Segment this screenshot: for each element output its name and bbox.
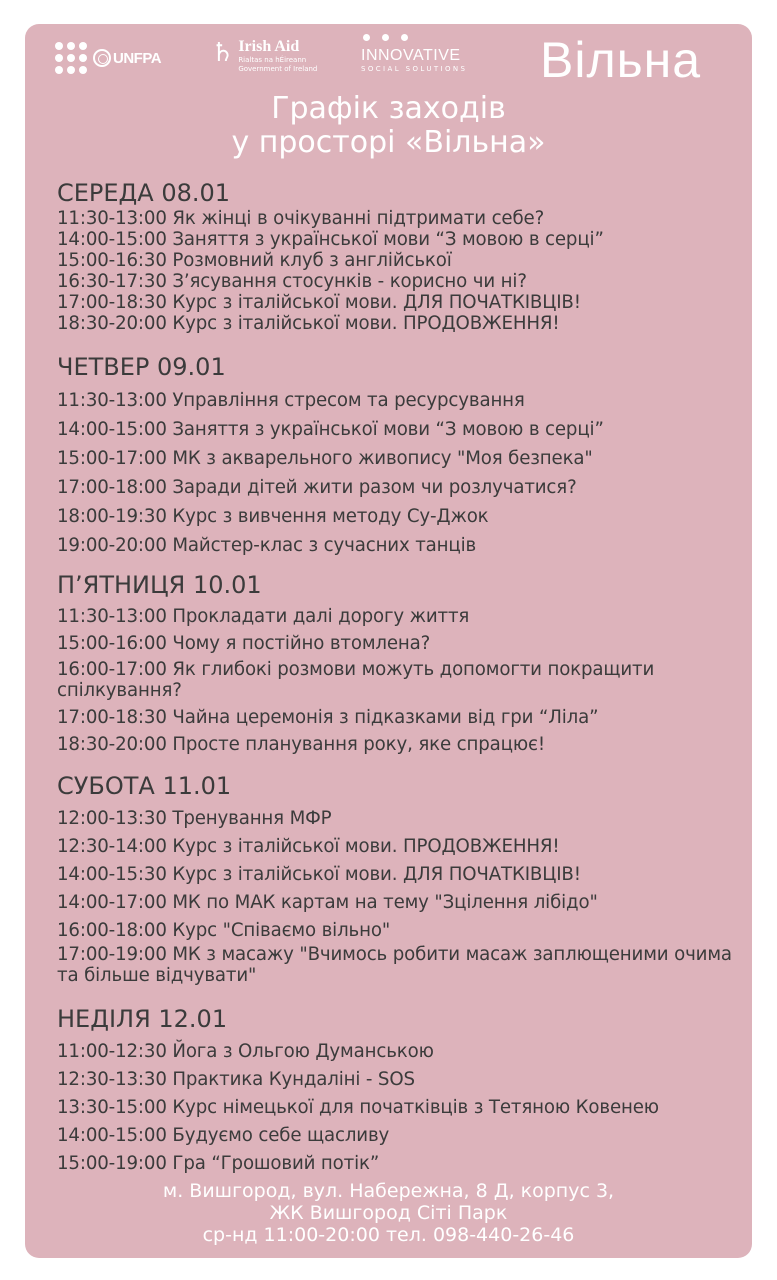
schedule-poster — [25, 24, 752, 1258]
event-title: Просте планування року, яке спрацює! — [172, 734, 545, 755]
event-time: 14:00-15:00 — [57, 1125, 173, 1146]
event-time: 15:00-17:00 — [57, 448, 173, 469]
day-name: ЧЕТВЕР — [57, 353, 158, 381]
day-name: СУБОТА — [57, 772, 163, 800]
event-title: Гра “Грошовий потік” — [172, 1153, 380, 1174]
event-title: З’ясування стосунків - корисно чи ні? — [172, 271, 527, 292]
event-title: Курс з вивчення методу Су-Джок — [172, 506, 489, 527]
event-time: 15:00-16:00 — [57, 633, 173, 654]
event-time: 11:30-13:00 — [57, 606, 173, 627]
event-title: Як жінці в очікуванні підтримати себе? — [172, 208, 545, 229]
event-time: 14:00-15:00 — [57, 419, 173, 440]
day-name: НЕДІЛЯ — [57, 1005, 159, 1033]
harp-icon: ♄ — [211, 38, 235, 68]
event-item — [57, 659, 747, 701]
event-item — [57, 1125, 747, 1146]
event-item — [57, 390, 747, 411]
irish-aid-line1: Rialtas na hÉireann — [238, 56, 307, 64]
event-time: 12:30-14:00 — [57, 836, 173, 857]
event-time: 11:00-12:30 — [57, 1041, 173, 1062]
event-title: Розмовний клуб з англійської — [172, 250, 452, 271]
event-title: Курс німецької для початківців з Тетяною Ковенею — [172, 1097, 659, 1118]
page-title — [25, 92, 752, 160]
event-item — [57, 944, 747, 986]
event-item — [57, 892, 747, 913]
event-time: 15:00-16:30 — [57, 250, 173, 271]
event-item — [57, 271, 747, 292]
event-item — [57, 808, 747, 829]
day-date: 11.01 — [162, 772, 232, 800]
day-block — [57, 352, 747, 556]
event-item — [57, 633, 747, 654]
event-item — [57, 1153, 747, 1174]
event-time: 14:00-17:00 — [57, 892, 173, 913]
event-item — [57, 313, 747, 334]
event-item — [57, 506, 747, 527]
day-heading — [57, 352, 747, 382]
un-emblem-icon — [93, 49, 111, 67]
event-item — [57, 250, 747, 271]
event-item — [57, 707, 747, 728]
event-title: Йога з Ольгою Думанською — [172, 1041, 434, 1062]
event-title: МК по МАК картам на тему "Зцілення лібідо" — [172, 892, 598, 913]
event-item — [57, 606, 747, 627]
day-name: СЕРЕДА — [57, 179, 162, 207]
day-block — [57, 1004, 747, 1174]
footer-complex: ЖК Вишгород Сіті Парк — [269, 1202, 508, 1224]
event-item — [57, 734, 747, 755]
event-time: 11:30-13:00 — [57, 208, 173, 229]
innovative-sub: SOCIAL SOLUTIONS — [361, 65, 468, 73]
day-heading — [57, 570, 747, 600]
event-title: Майстер-клас з сучасних танців — [172, 535, 477, 556]
event-item — [57, 864, 747, 885]
event-title: Чайна церемонія з підказками від гри “Ліла” — [172, 707, 599, 728]
vilna-logo: Вільна — [540, 32, 702, 88]
innovative-logo — [361, 34, 467, 74]
event-time: 17:00-18:30 — [57, 707, 173, 728]
footer-address: м. Вишгород, вул. Набережна, 8 Д, корпус 3, — [162, 1180, 615, 1202]
event-title: Курс з італійської мови. ДЛЯ ПОЧАТКІВЦІВ! — [172, 864, 581, 885]
event-item — [57, 448, 747, 469]
event-time: 17:00-18:00 — [57, 477, 173, 498]
event-time: 16:00-18:00 — [57, 920, 173, 941]
day-heading — [57, 771, 747, 801]
event-item — [57, 1097, 747, 1118]
day-date: 09.01 — [157, 353, 226, 381]
day-block — [57, 570, 747, 755]
title-line-2: у просторі «Вільна» — [231, 125, 546, 160]
event-item — [57, 535, 747, 556]
event-item — [57, 1041, 747, 1062]
event-title: Будуємо себе щасливу — [172, 1125, 390, 1146]
irish-aid-logo — [211, 38, 317, 74]
event-time: 16:00-17:00 — [57, 659, 173, 680]
event-time: 17:00-19:00 — [57, 944, 173, 965]
day-date: 08.01 — [161, 179, 231, 207]
day-date: 12.01 — [158, 1005, 228, 1033]
event-time: 19:00-20:00 — [57, 535, 173, 556]
day-heading — [57, 1004, 747, 1034]
day-name: П’ЯТНИЦЯ — [57, 571, 193, 599]
day-date: 10.01 — [192, 571, 262, 599]
unfpa-dots-icon — [55, 42, 87, 74]
event-item — [57, 920, 747, 941]
day-block — [57, 771, 747, 986]
unfpa-logo-text: UNFPA — [113, 49, 162, 67]
event-time: 18:30-20:00 — [57, 313, 173, 334]
innovative-dots-icon — [363, 34, 467, 41]
event-title: Практика Кундаліні - SOS — [172, 1069, 415, 1090]
event-time: 15:00-19:00 — [57, 1153, 173, 1174]
footer-hours-phone: ср-нд 11:00-20:00 тел. 098-440-26-46 — [202, 1224, 575, 1246]
footer-contacts — [25, 1180, 752, 1246]
event-title: Чому я постійно втомлена? — [172, 633, 431, 654]
event-time: 16:30-17:30 — [57, 271, 173, 292]
event-title: Прокладати далі дорогу життя — [172, 606, 470, 627]
event-title: Заняття з української мови “З мовою в серці” — [172, 229, 604, 250]
event-title: Як глибокі розмови можуть допомогти покращити спілкування? — [57, 659, 655, 701]
event-title: Курс "Співаємо вільно" — [172, 920, 391, 941]
event-time: 18:30-20:00 — [57, 734, 173, 755]
event-time: 18:00-19:30 — [57, 506, 173, 527]
event-title: МК з масажу "Вчимось робити масаж заплющеними очима та більше відчувати" — [57, 944, 732, 986]
event-title: Курс з італійської мови. ПРОДОВЖЕННЯ! — [172, 836, 560, 857]
event-time: 14:00-15:00 — [57, 229, 173, 250]
event-time: 11:30-13:00 — [57, 390, 173, 411]
event-item — [57, 208, 747, 229]
event-item — [57, 419, 747, 440]
event-time: 14:00-15:30 — [57, 864, 173, 885]
event-title: Курс з італійської мови. ПРОДОВЖЕННЯ! — [172, 313, 560, 334]
event-item — [57, 477, 747, 498]
irish-aid-line2: Government of Ireland — [238, 65, 318, 73]
schedule-list — [57, 174, 747, 1174]
event-title: Заняття з української мови “З мовою в серці” — [172, 419, 604, 440]
event-time: 17:00-18:30 — [57, 292, 173, 313]
event-item — [57, 836, 747, 857]
day-block — [57, 178, 747, 334]
event-item — [57, 229, 747, 250]
day-heading — [57, 178, 747, 208]
event-item — [57, 292, 747, 313]
event-time: 13:30-15:00 — [57, 1097, 173, 1118]
partner-logos — [25, 24, 752, 94]
event-time: 12:30-13:30 — [57, 1069, 173, 1090]
event-time: 12:00-13:30 — [57, 808, 173, 829]
event-title: Управління стресом та ресурсування — [172, 390, 525, 411]
innovative-name: INNOVATIVE — [361, 47, 461, 64]
unfpa-logo — [55, 38, 161, 78]
event-item — [57, 1069, 747, 1090]
event-title: Заради дітей жити разом чи розлучатися? — [172, 477, 577, 498]
title-line-1: Графік заходів — [271, 91, 506, 126]
event-title: Тренування МФР — [172, 808, 332, 829]
irish-aid-name: Irish Aid — [238, 38, 300, 55]
event-title: Курс з італійської мови. ДЛЯ ПОЧАТКІВЦІВ! — [172, 292, 581, 313]
event-title: МК з акварельного живопису "Моя безпека" — [172, 448, 593, 469]
